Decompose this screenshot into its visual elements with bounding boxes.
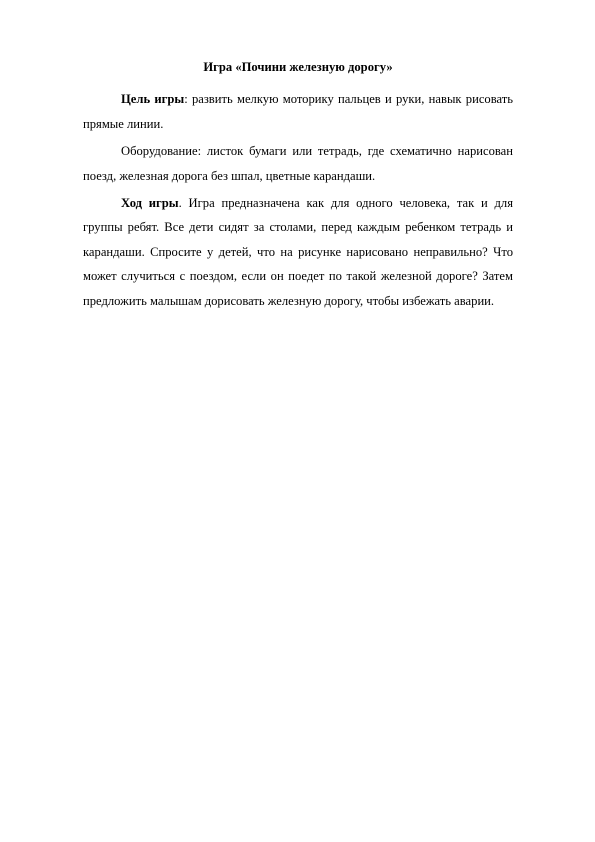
paragraph-equipment [83, 139, 513, 188]
paragraph-text: . Игра предназначена как для одного человека, так и для группы ребят. Все дети сидят за столами, перед каждым ребенком тетрадь и карандаши. Спросите у детей, что на рисунке нарисовано неправильно? Что может случиться с поездом, если он поедет по такой железной дороге? Затем предложить малышам дорисовать железную дорогу, чтобы избежать аварии. [83, 196, 513, 308]
paragraph-lead: Ход игры [121, 196, 179, 211]
paragraph-text: Оборудование: листок бумаги или тетрадь, где схематично нарисован поезд, железная дорога без шпал, цветные карандаши. [83, 144, 513, 183]
paragraph-text: : развить мелкую моторику пальцев и руки, навык рисовать прямые линии. [83, 92, 514, 131]
paragraph-procedure [83, 191, 513, 313]
paragraph-goal [83, 87, 513, 136]
document-body [83, 55, 513, 316]
paragraph-lead: Цель игры [121, 92, 185, 107]
document-title: Игра «Почини железную дорогу» [203, 60, 393, 74]
